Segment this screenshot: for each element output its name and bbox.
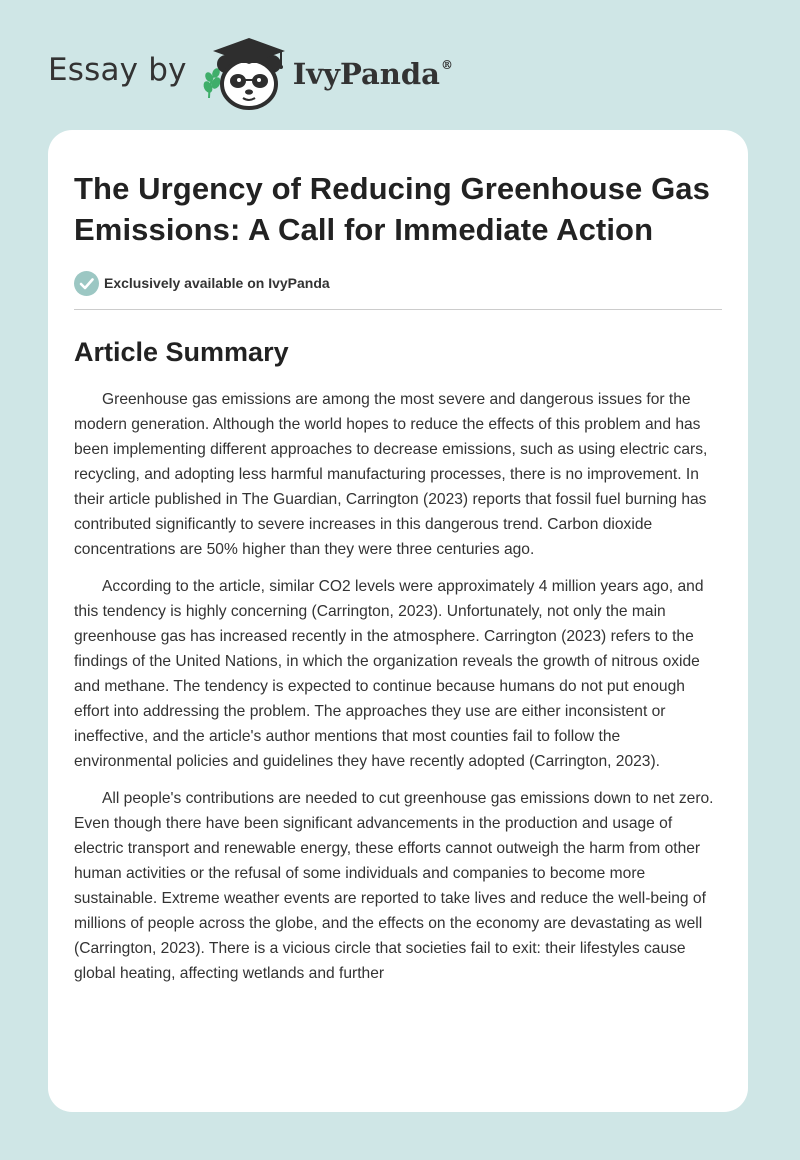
article-body (74, 387, 722, 986)
brand-name-text: IvyPanda (292, 57, 440, 91)
section-heading: Article Summary (74, 337, 289, 367)
leaf-icon (202, 67, 222, 98)
article-card (48, 130, 748, 1112)
site-header (48, 32, 453, 112)
panda-logo-icon[interactable] (201, 32, 291, 112)
article-title: The Urgency of Reducing Greenhouse Gas Emissions: A Call for Immediate Action (74, 171, 710, 247)
registered-mark: ® (440, 58, 453, 73)
paragraph-2: According to the article, similar CO2 levels were approximately 4 million years ago, and this tendency is highly concerning (Carrington, 2023). Unfortunately, not only the main greenhouse gas has increased recently in the atmosphere. Carrington (2023) refers to the findings of the United Nations, in which the organization reveals the growth of nitrous oxide and methane. The tendency is expected to continue because humans do not put enough effort into addressing the problem. The approaches they use are either inconsistent or ineffective, and the article's author mentions that most counties fail to follow the environmental policies and guidelines they have recently adopted (Carrington, 2023). (74, 578, 704, 770)
paragraph-1: Greenhouse gas emissions are among the most severe and dangerous issues for the modern generation. Although the world hopes to reduce the effects of this problem and has been implementing different approaches to decrease emissions, such as using electric cars, recycling, and adopting less harmful manufacturing processes, there is no improvement. In their article published in The Guardian, Carrington (2023) reports that fossil fuel burning has contributed significantly to severe increases in this dangerous trend. Carbon dioxide concentrations are 50% higher than they were three centuries ago. (74, 391, 708, 558)
divider (74, 309, 722, 310)
brand-name[interactable] (293, 57, 453, 91)
check-circle-icon (74, 271, 99, 296)
exclusive-badge (74, 270, 722, 296)
paragraph-3: All people's contributions are needed to cut greenhouse gas emissions down to net zero. Even though there have been significant advancements in the production and usage of electric transport and renewable energy, these efforts cannot outweigh the harm from other human activities or the refusal of some individuals and companies to become more sustainable. Extreme weather events are reported to take lives and reduce the well-being of millions of people across the globe, and the effects on the economy are devastating as well (Carrington, 2023). There is a vicious circle that societies fail to exit: their lifestyles cause global heating, affecting wetlands and further (74, 790, 714, 982)
essay-by-label: Essay by (48, 52, 187, 88)
exclusive-label: Exclusively available on IvyPanda (104, 275, 330, 291)
